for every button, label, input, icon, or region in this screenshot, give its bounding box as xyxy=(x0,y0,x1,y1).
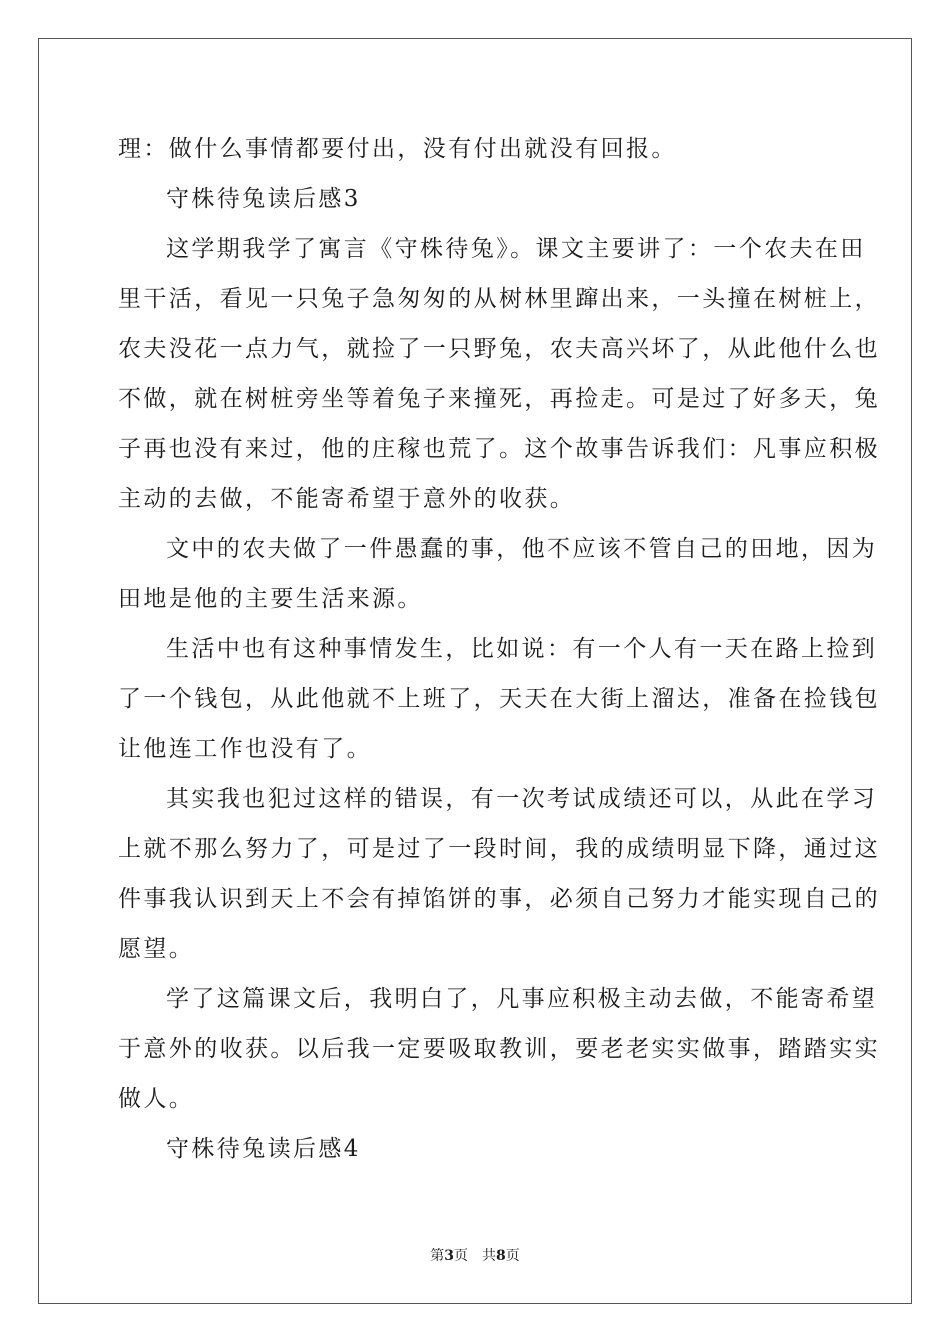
page-suffix: 页 xyxy=(505,1248,520,1264)
paragraph-first-line: 这学期我学了寓言《守株待兔》。课文主要讲了：一个农夫在田 xyxy=(166,236,866,262)
page-number-footer xyxy=(0,1245,950,1265)
body-text-line: 上就不那么努力了，可是过了一段时间，我的成绩明显下降，通过这 xyxy=(118,836,880,862)
body-text-line: 做人。 xyxy=(118,1086,195,1112)
body-text-line: 子再也没有来过，他的庄稼也荒了。这个故事告诉我们：凡事应积极 xyxy=(118,436,880,462)
page-prefix: 第 xyxy=(430,1248,445,1264)
body-text-line: 于意外的收获。以后我一定要吸取教训，要老老实实做事，踏踏实实 xyxy=(118,1036,880,1062)
body-text-line: 田地是他的主要生活来源。 xyxy=(118,586,423,612)
page-separator: 页 共 xyxy=(454,1248,496,1264)
body-text-line: 让他连工作也没有了。 xyxy=(118,736,372,762)
body-text-line: 里干活，看见一只兔子急匆匆的从树林里蹿出来，一头撞在树桩上， xyxy=(118,286,880,312)
section-heading: 守株待兔读后感3 xyxy=(166,186,361,212)
body-text-line: 了一个钱包，从此他就不上班了，天天在大街上溜达，准备在捡钱包 xyxy=(118,686,880,712)
body-text-line: 愿望。 xyxy=(118,936,195,962)
paragraph-first-line: 其实我也犯过这样的错误，有一次考试成绩还可以，从此在学习 xyxy=(166,786,878,812)
body-text-line: 理：做什么事情都要付出，没有付出就没有回报。 xyxy=(118,136,677,162)
body-text-line: 不做，就在树桩旁坐等着兔子来撞死，再捡走。可是过了好多天，兔 xyxy=(118,386,880,412)
body-text-line: 主动的去做，不能寄希望于意外的收获。 xyxy=(118,486,576,512)
body-text-line: 农夫没花一点力气，就捡了一只野兔，农夫高兴坏了，从此他什么也 xyxy=(118,336,880,362)
page-border xyxy=(38,38,912,1304)
total-pages-number: 8 xyxy=(496,1248,506,1264)
paragraph-first-line: 文中的农夫做了一件愚蠢的事，他不应该不管自己的田地，因为 xyxy=(166,536,878,562)
section-heading: 守株待兔读后感4 xyxy=(166,1136,361,1162)
current-page-number: 3 xyxy=(444,1248,454,1264)
paragraph-first-line: 生活中也有这种事情发生，比如说：有一个人有一天在路上捡到 xyxy=(166,636,878,662)
paragraph-first-line: 学了这篇课文后，我明白了，凡事应积极主动去做，不能寄希望 xyxy=(166,986,878,1012)
body-text-line: 件事我认识到天上不会有掉馅饼的事，必须自己努力才能实现自己的 xyxy=(118,886,880,912)
